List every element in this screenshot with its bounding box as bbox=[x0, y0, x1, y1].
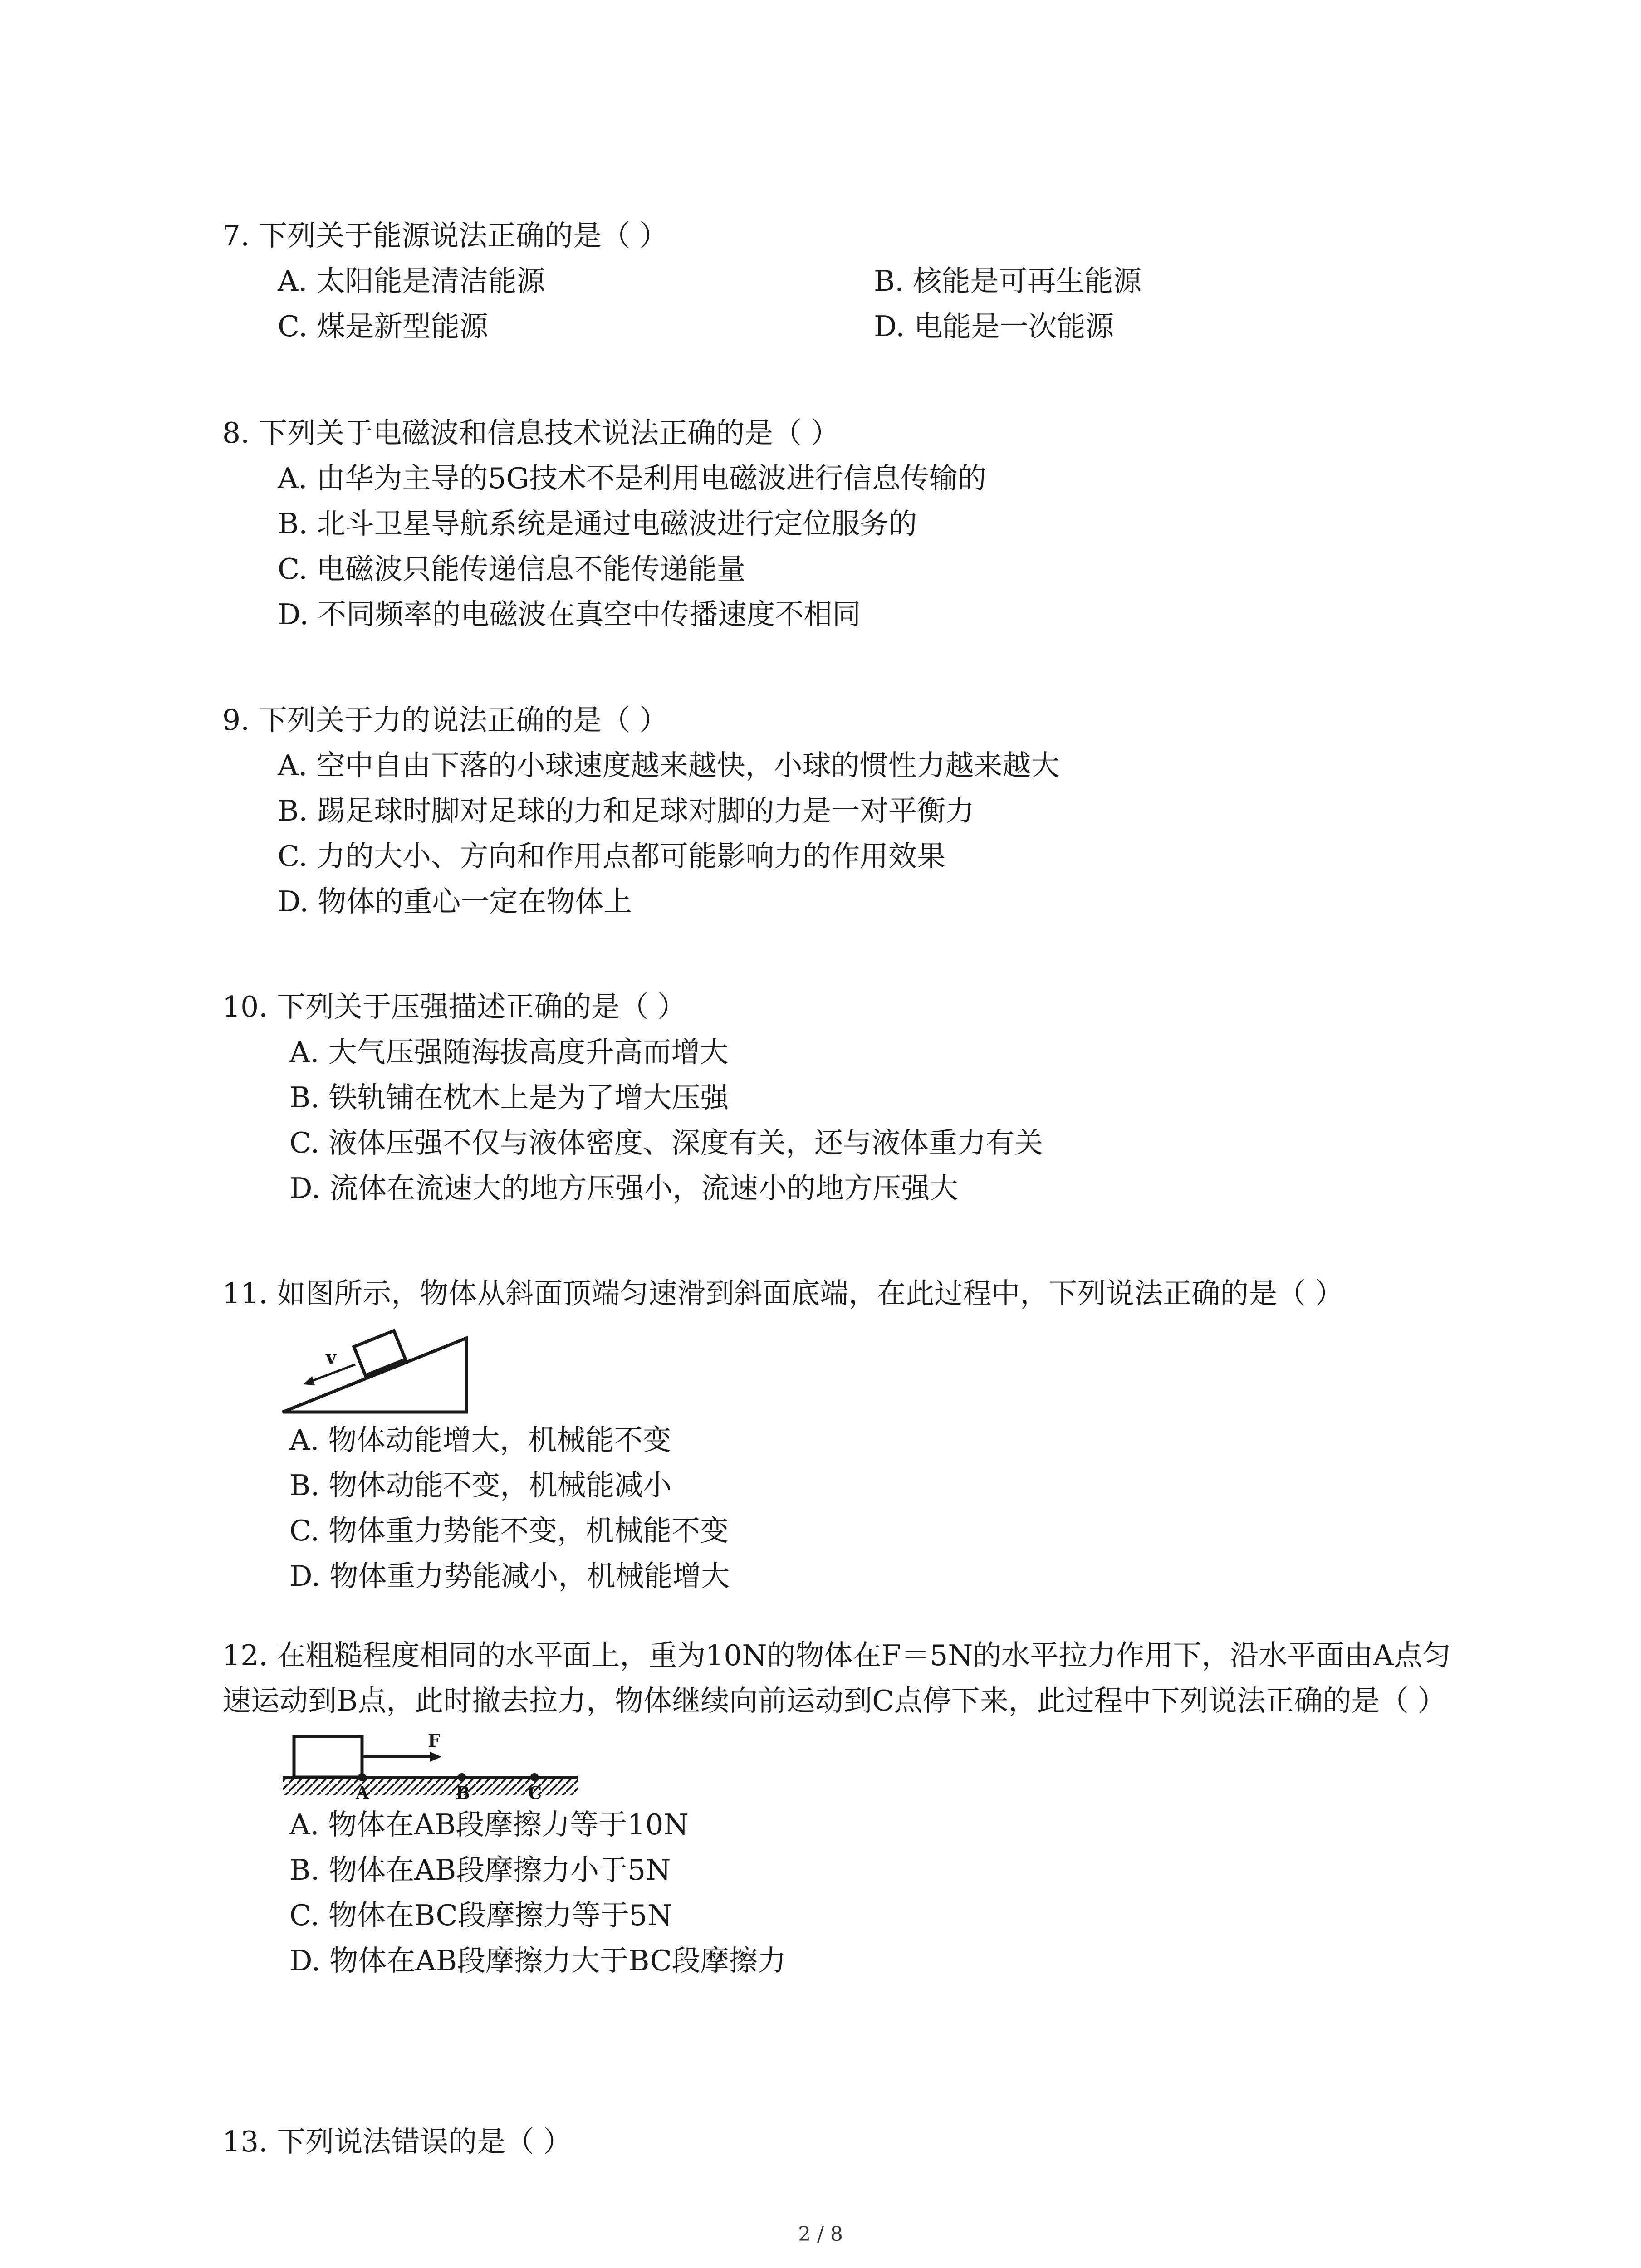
point-b bbox=[458, 1773, 466, 1781]
question-stem: 7. 下列关于能源说法正确的是（ ） bbox=[222, 219, 668, 252]
option-b: B. 物体在AB段摩擦力小于5N bbox=[289, 1853, 671, 1887]
option-a: A. 太阳能是清洁能源 bbox=[278, 264, 545, 298]
option-a: A. 由华为主导的5G技术不是利用电磁波进行信息传输的 bbox=[278, 462, 986, 495]
question-stem: 11. 如图所示，物体从斜面顶端匀速滑到斜面底端，在此过程中，下列说法正确的是（ ） bbox=[222, 1277, 1344, 1310]
option-b: B. 铁轨铺在枕木上是为了增大压强 bbox=[289, 1081, 729, 1114]
option-c: C. 力的大小、方向和作用点都可能影响力的作用效果 bbox=[278, 840, 946, 873]
page-number: 2 / 8 bbox=[798, 2223, 843, 2246]
option-d: D. 物体的重心一定在物体上 bbox=[278, 885, 632, 918]
option-a: A. 空中自由下落的小球速度越来越快，小球的惯性力越来越大 bbox=[278, 749, 1060, 782]
option-a: A. 大气压强随海拔高度升高而增大 bbox=[289, 1036, 729, 1069]
friction-figure bbox=[280, 1726, 580, 1801]
option-c: C. 物体重力势能不变，机械能不变 bbox=[289, 1514, 729, 1547]
incline-figure bbox=[280, 1319, 480, 1417]
block-on-incline bbox=[354, 1331, 406, 1376]
point-a-label: A bbox=[356, 1783, 369, 1801]
question-12 bbox=[222, 1633, 1470, 1984]
option-b: B. 核能是可再生能源 bbox=[874, 264, 1142, 298]
question-7 bbox=[222, 213, 1470, 349]
force-arrowhead bbox=[430, 1752, 441, 1762]
velocity-label: v bbox=[326, 1347, 337, 1368]
option-d: D. 物体重力势能减小，机械能增大 bbox=[289, 1559, 730, 1593]
question-9 bbox=[222, 698, 1470, 924]
question-11 bbox=[222, 1271, 1470, 1599]
option-b: B. 北斗卫星导航系统是通过电磁波进行定位服务的 bbox=[278, 507, 917, 540]
option-c: C. 煤是新型能源 bbox=[278, 310, 489, 343]
block bbox=[294, 1736, 362, 1777]
question-stem: 10. 下列关于压强描述正确的是（ ） bbox=[222, 990, 686, 1023]
option-c: C. 液体压强不仅与液体密度、深度有关，还与液体重力有关 bbox=[289, 1126, 1043, 1159]
option-a: A. 物体在AB段摩擦力等于10N bbox=[289, 1808, 689, 1841]
question-8 bbox=[222, 411, 1470, 637]
option-d: D. 电能是一次能源 bbox=[874, 310, 1114, 343]
velocity-arrowhead bbox=[303, 1376, 315, 1385]
question-stem: 8. 下列关于电磁波和信息技术说法正确的是（ ） bbox=[222, 416, 840, 450]
question-10 bbox=[222, 984, 1470, 1211]
option-a: A. 物体动能增大，机械能不变 bbox=[289, 1423, 671, 1457]
option-d: D. 物体在AB段摩擦力大于BC段摩擦力 bbox=[289, 1944, 786, 1977]
point-a bbox=[358, 1773, 366, 1781]
question-13 bbox=[222, 2119, 1470, 2165]
question-stem: 13. 下列说法错误的是（ ） bbox=[222, 2125, 572, 2158]
question-stem: 12. 在粗糙程度相同的水平面上，重为10N的物体在F＝5N的水平拉力作用下，沿水平面由A点匀速运动到B点，此时撤去拉力，物体继续向前运动到C点停下来，此过程中下列说法正确的是（ ） bbox=[222, 1639, 1451, 1717]
point-c-label: C bbox=[528, 1783, 542, 1801]
option-d: D. 不同频率的电磁波在真空中传播速度不相同 bbox=[278, 598, 861, 631]
force-label: F bbox=[428, 1730, 440, 1751]
option-b: B. 踢足球时脚对足球的力和足球对脚的力是一对平衡力 bbox=[278, 794, 975, 827]
option-c: C. 电磁波只能传递信息不能传递能量 bbox=[278, 552, 746, 586]
option-c: C. 物体在BC段摩擦力等于5N bbox=[289, 1899, 672, 1932]
option-b: B. 物体动能不变，机械能减小 bbox=[289, 1469, 672, 1502]
point-c bbox=[530, 1773, 539, 1781]
option-d: D. 流体在流速大的地方压强小，流速小的地方压强大 bbox=[289, 1172, 959, 1205]
point-b-label: B bbox=[456, 1783, 470, 1801]
question-stem: 9. 下列关于力的说法正确的是（ ） bbox=[222, 704, 668, 737]
